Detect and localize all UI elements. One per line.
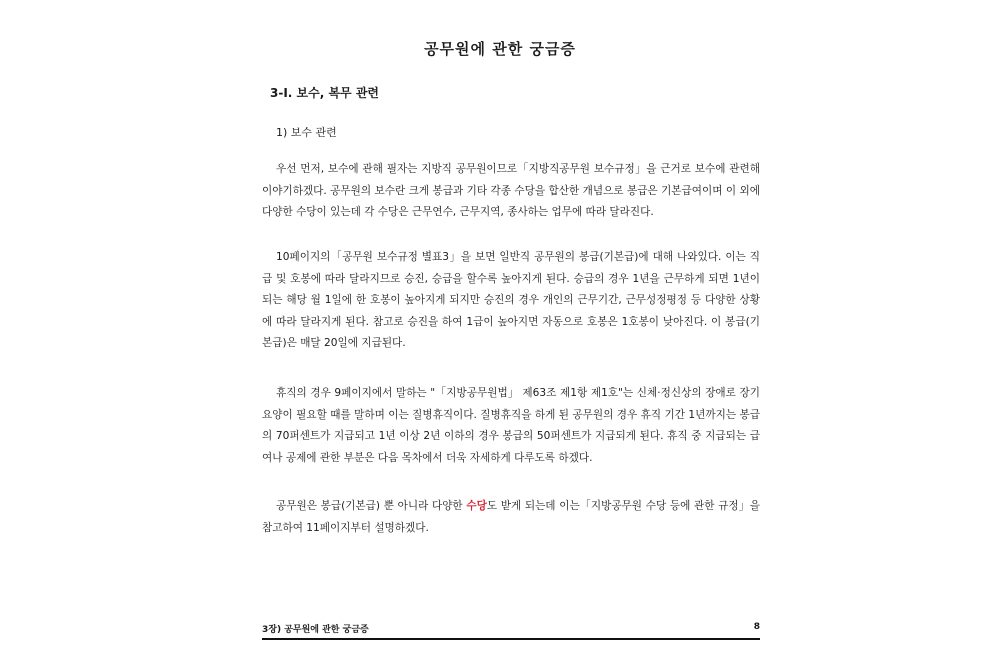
subsection-heading: 1) 보수 관련 — [276, 126, 337, 139]
paragraph-3: 휴직의 경우 9페이지에서 말하는 "「지방공무원법」 제63조 제1항 제1호"는 신체·정신상의 장애로 장기 요양이 필요할 때를 말하며 이는 질병휴직이다. 질병휴직을 하게 된 공무원의 경우 휴직 기간 1년까지는 봉급의 70퍼센트가 지급되고 1년 이상 2년 이하의 경우 봉급의 50퍼센트가 지급되게 된다. 휴직 중 지급되는 급여나 공제에 관한 부분은 다음 목차에서 더욱 자세하게 다루도록 하겠다. — [262, 387, 760, 464]
highlighted-word: 수당 — [466, 500, 487, 512]
paragraph-2: 10페이지의「공무원 보수규정 별표3」을 보면 일반직 공무원의 봉급(기본급)에 대해 나와있다. 이는 직급 및 호봉에 따라 달라지므로 승진, 승급을 할수록 높아지게 된다. 승급의 경우 1년을 근무하게 되면 1년이 되는 해당 월 1일에 한 호봉이 높아지게 되지만 승진의 경우 개인의 근무기간, 근무성정평정 등 다양한 상황에 따라 달라지게 된다. 참고로 승진을 하여 1급이 높아지면 자동으로 호봉은 1호봉이 낮아진다. 이 봉급(기본급)은 매달 20일에 지급된다. — [262, 251, 760, 349]
section-heading: 3-Ⅰ. 보수, 복무 관련 — [270, 86, 379, 100]
footer-chapter-title: 3장) 공무원에 관한 궁금증 — [262, 625, 369, 635]
page-footer — [262, 622, 760, 640]
paragraph-4-after: 도 받게 되는데 이는「지방공무원 수당 등에 관한 규정」을 참고하여 11페이지부터 설명하겠다. — [262, 500, 760, 534]
paragraph-4 — [262, 496, 760, 539]
page-number: 8 — [753, 622, 760, 632]
paragraph-1: 우선 먼저, 보수에 관해 필자는 지방직 공무원이므로「지방직공무원 보수규정」을 근거로 보수에 관련해 이야기하겠다. 공무원의 보수란 크게 봉급과 기타 각종 수당을 합산한 개념으로 봉급은 기본급여이며 이 외에 다양한 수당이 있는데 각 수당은 근무연수, 근무지역, 종사하는 업무에 따라 달라진다. — [262, 163, 760, 218]
page-title: 공무원에 관한 궁금증 — [424, 40, 576, 58]
paragraph-4-before: 공무원은 봉급(기본급) 뿐 아니라 다양한 — [276, 500, 467, 512]
